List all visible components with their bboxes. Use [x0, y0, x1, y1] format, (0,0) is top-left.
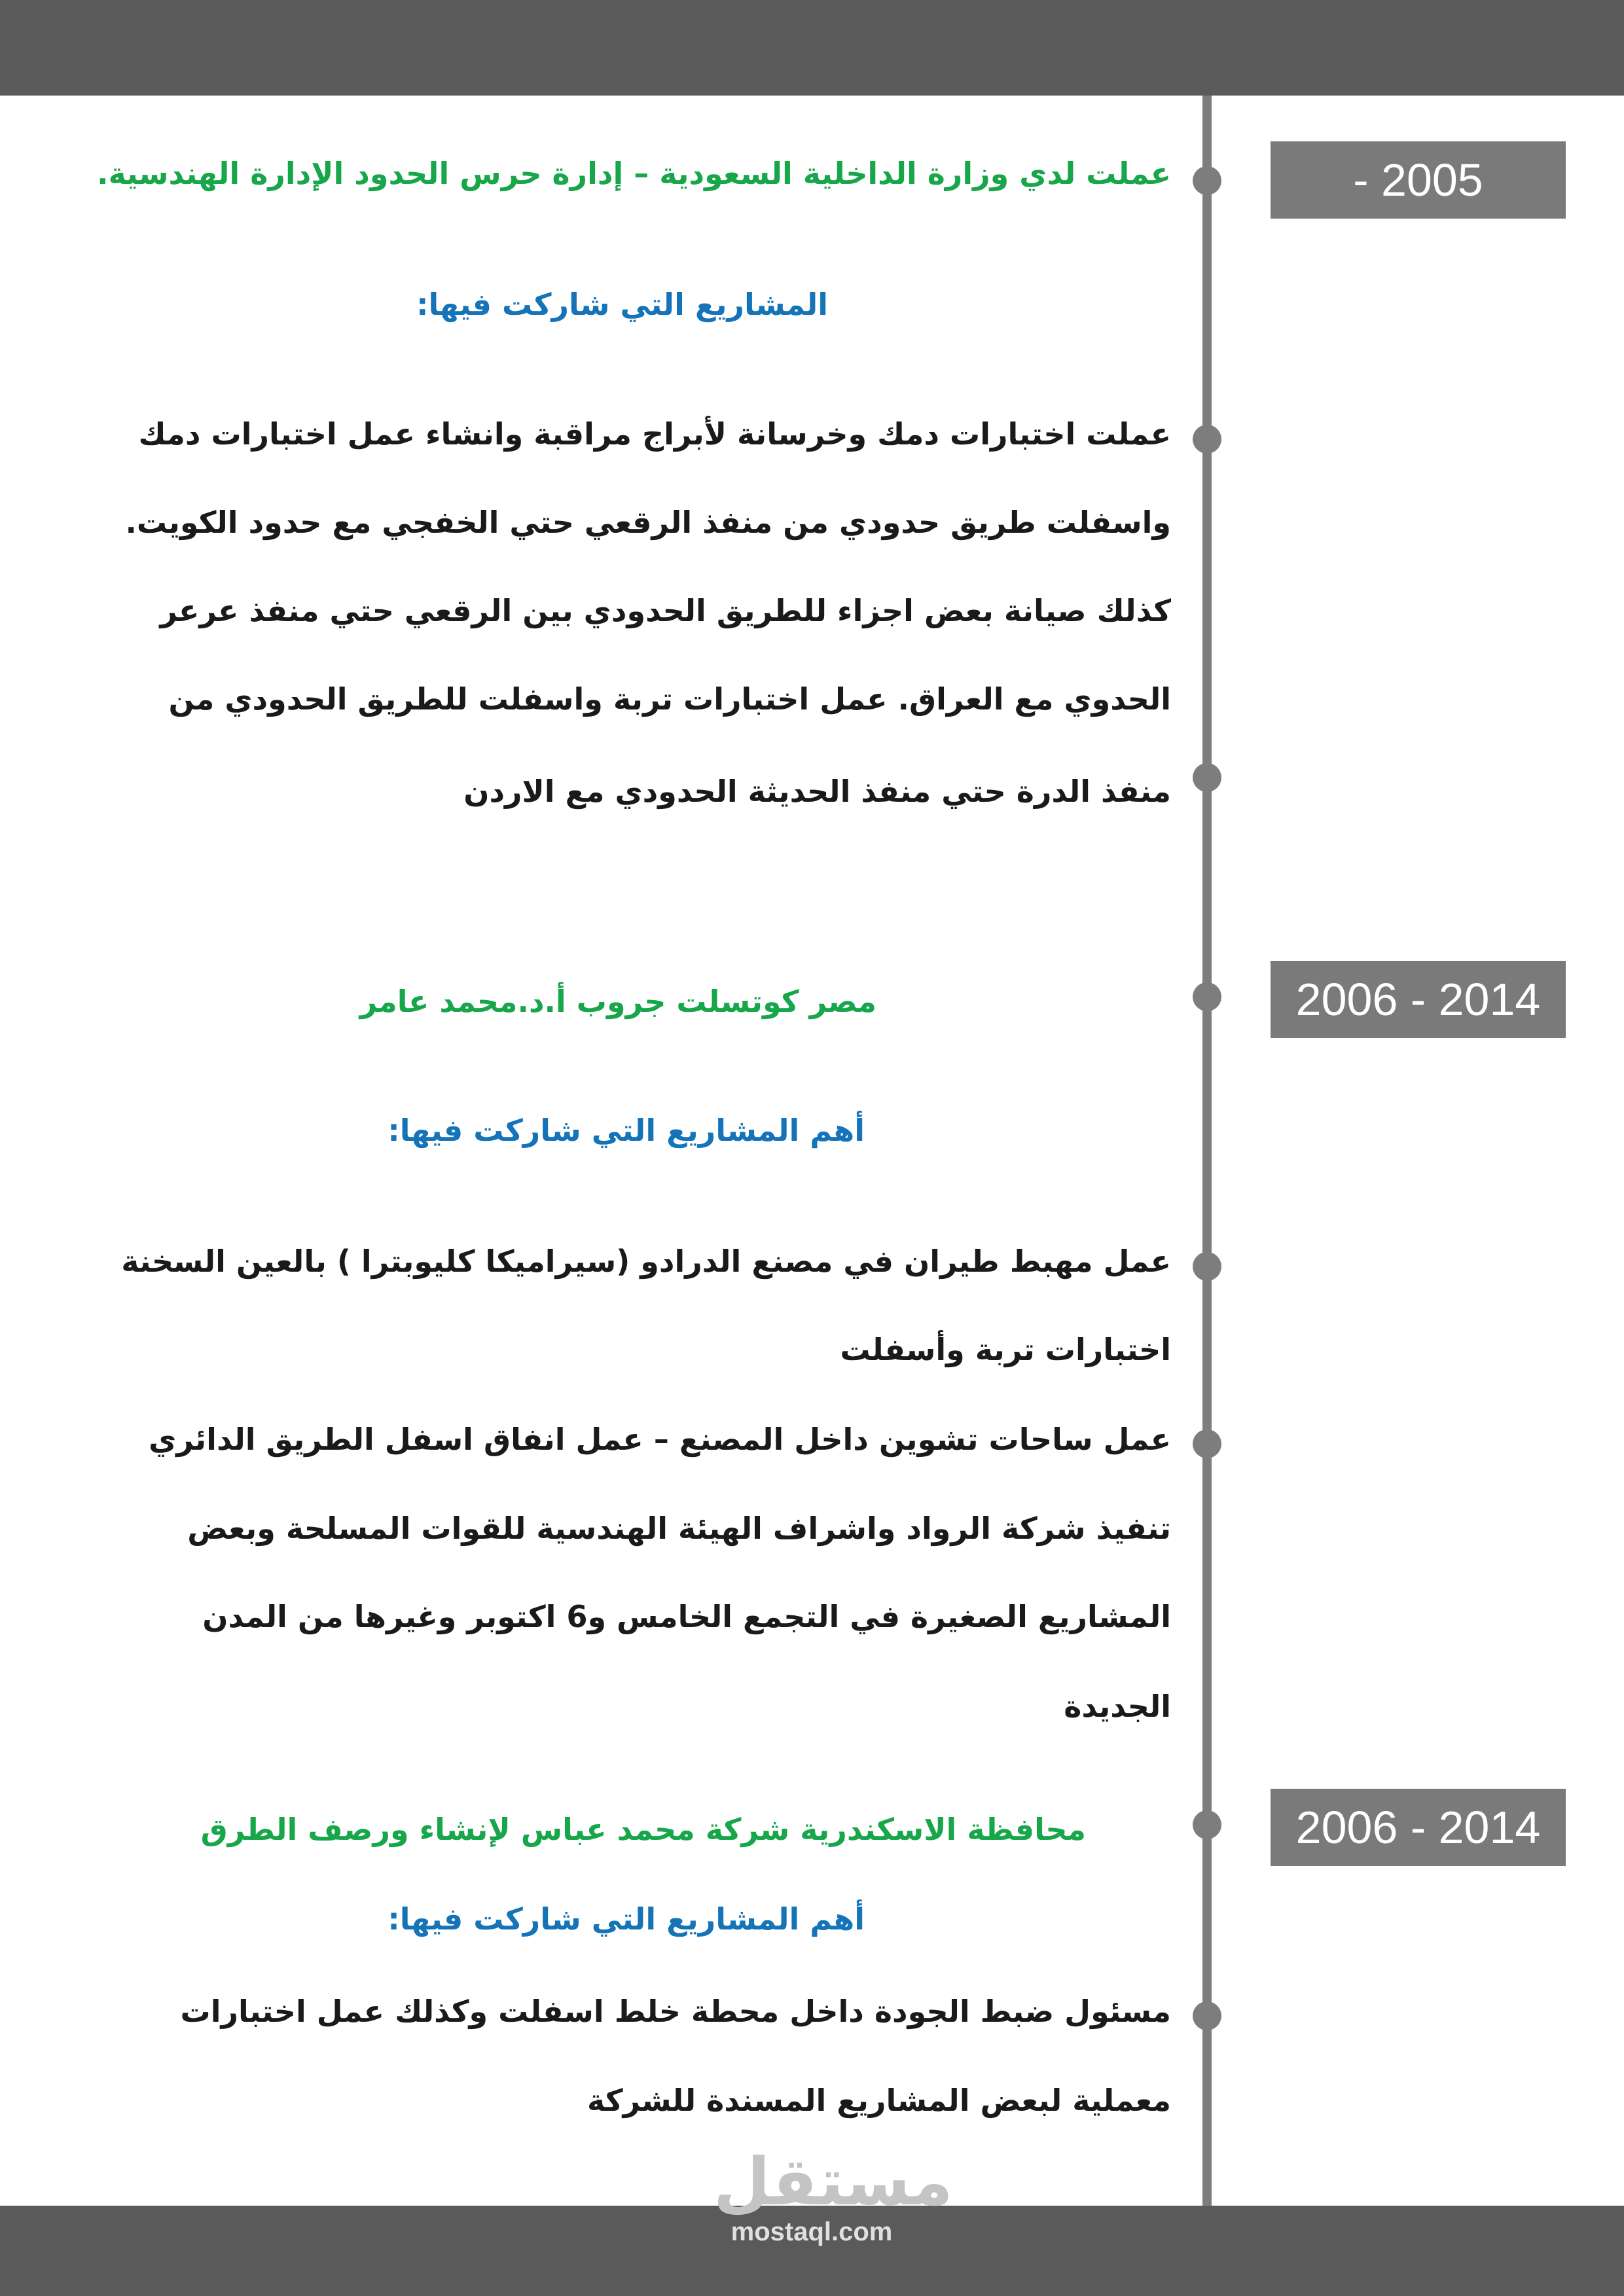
timeline-dot: [1193, 982, 1221, 1011]
period-badge: 2006 - 2014: [1271, 1789, 1566, 1866]
projects-heading: أهم المشاريع التي شاركت فيها:: [388, 1901, 865, 1937]
watermark-logo: مستقل: [713, 2144, 953, 2220]
employer-heading: عملت لدي وزارة الداخلية السعودية – إدارة حرس الحدود الإدارة الهندسية.: [97, 156, 1171, 191]
body-line: اختبارات تربة وأسفلت: [840, 1332, 1171, 1367]
body-line: المشاريع الصغيرة في التجمع الخامس و6 اكتوبر وغيرها من المدن: [202, 1599, 1171, 1634]
body-line: عمل ساحات تشوين داخل المصنع – عمل انفاق اسفل الطريق الدائري: [149, 1422, 1171, 1457]
timeline-dot: [1193, 1429, 1221, 1458]
timeline-dot: [1193, 166, 1221, 195]
period-badge: - 2005: [1271, 141, 1566, 219]
body-line: مسئول ضبط الجودة داخل محطة خلط اسفلت وكذلك عمل اختبارات: [180, 1994, 1171, 2029]
body-line: منفذ الدرة حتي منفذ الحديثة الحدودي مع الاردن: [463, 774, 1171, 809]
body-line: عملت اختبارات دمك وخرسانة لأبراج مراقبة وانشاء عمل اختبارات دمك: [138, 416, 1171, 452]
timeline-dot: [1193, 1252, 1221, 1281]
timeline-dot: [1193, 425, 1221, 454]
body-line: الجديدة: [1064, 1689, 1171, 1724]
period-badge: 2006 - 2014: [1271, 961, 1566, 1038]
body-line: كذلك صيانة بعض اجزاء للطريق الحدودي بين الرقعي حتي منفذ عرعر: [160, 593, 1171, 628]
projects-heading: أهم المشاريع التي شاركت فيها:: [388, 1113, 865, 1148]
body-line: واسفلت طريق حدودي من منفذ الرقعي حتي الخفجي مع حدود الكويت.: [125, 505, 1171, 540]
timeline-dot: [1193, 1810, 1221, 1839]
top-header-bar: [0, 0, 1624, 96]
body-line: الحدوي مع العراق. عمل اختبارات تربة واسفلت للطريق الحدودي من: [168, 681, 1171, 717]
body-line: تنفيذ شركة الرواد واشراف الهيئة الهندسية للقوات المسلحة وبعض: [187, 1511, 1171, 1546]
projects-heading: المشاريع التي شاركت فيها:: [416, 287, 828, 322]
watermark-url: mostaql.com: [731, 2217, 893, 2246]
timeline-dot: [1193, 763, 1221, 792]
body-line: عمل مهبط طيران في مصنع الدرادو (سيراميكا كليوبترا ) بالعين السخنة: [121, 1244, 1171, 1279]
employer-heading: مصر كوتسلت جروب أ.د.محمد عامر: [359, 984, 876, 1019]
body-line: معملية لبعض المشاريع المسندة للشركة: [586, 2083, 1171, 2118]
timeline-dot: [1193, 2001, 1221, 2030]
employer-heading: محافظة الاسكندرية شركة محمد عباس لإنشاء ورصف الطرق: [200, 1812, 1086, 1847]
